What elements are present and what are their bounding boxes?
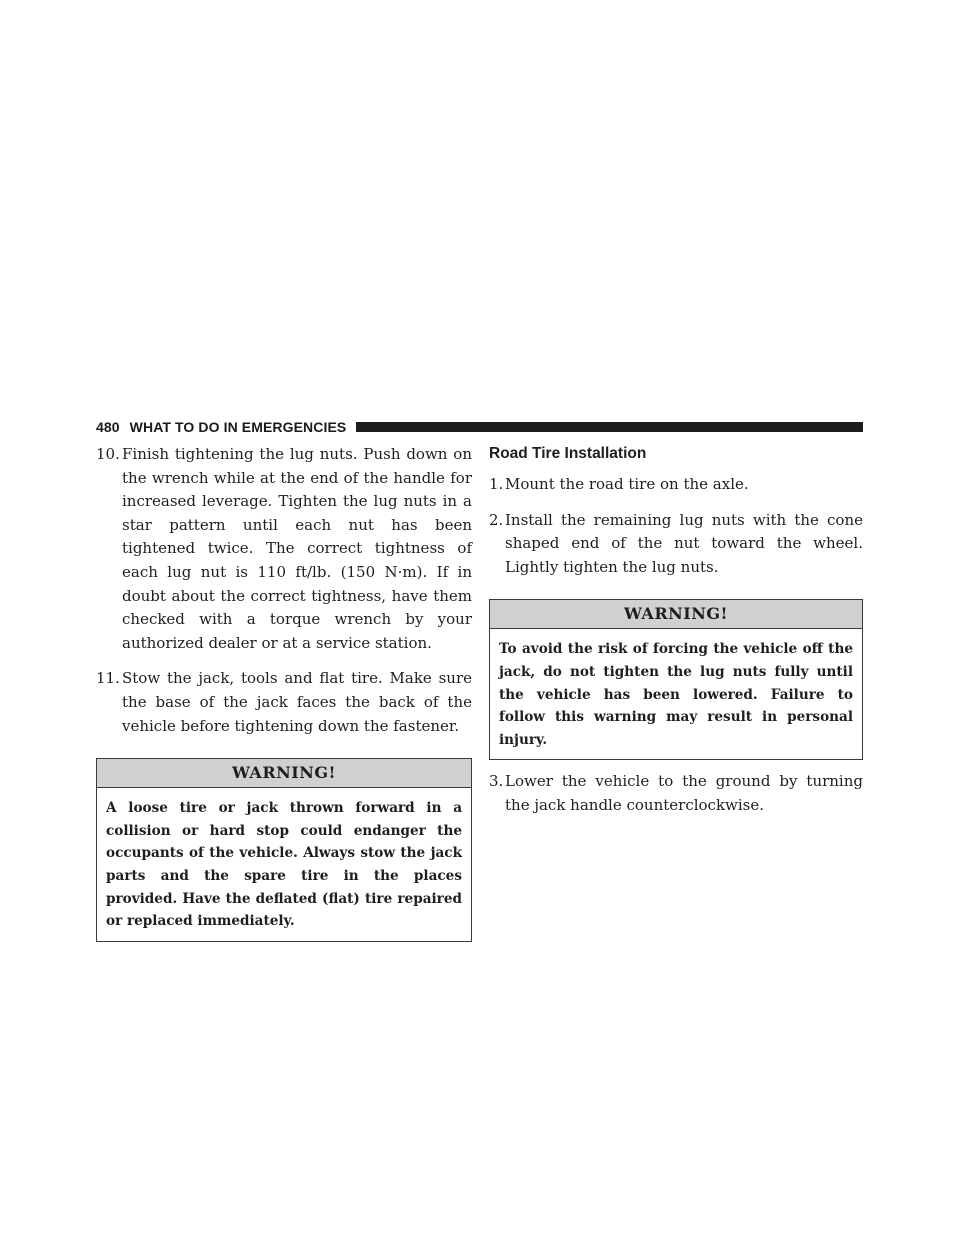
step-text: Mount the road tire on the axle. <box>505 475 749 493</box>
page-header <box>96 418 863 436</box>
left-column <box>96 443 472 942</box>
header-rule <box>356 422 863 432</box>
section-heading: Road Tire Installation <box>489 445 647 462</box>
step-number: 1. <box>489 475 504 493</box>
step-text: Stow the jack, tools and flat tire. Make sure the base of the jack faces the back of the vehicle before tightening down the fastener. <box>122 669 472 735</box>
warning-text: A loose tire or jack thrown forward in a collision or hard stop could endanger the occupants of the vehicle. Always stow the jack parts and the spare tire in the places provided. Have the deflated (flat) tire repaired or replaced immediately. <box>106 800 462 930</box>
warning-box <box>489 599 863 760</box>
header-text <box>96 419 346 435</box>
step-text: Lower the vehicle to the ground by turning the jack handle counterclockwise. <box>505 772 863 814</box>
step-number: 3. <box>489 772 504 791</box>
step-number: 11. <box>96 669 120 688</box>
warning-title: WARNING! <box>490 600 862 629</box>
step-1 <box>489 473 863 497</box>
warning-text: To avoid the risk of forcing the vehicle off the jack, do not tighten the lug nuts fully until the vehicle has been lowered. Failure to follow this warning may result in personal injury. <box>499 641 853 748</box>
step-11 <box>96 667 472 738</box>
section-title: WHAT TO DO IN EMERGENCIES <box>129 419 347 435</box>
step-text: Install the remaining lug nuts with the cone shaped end of the nut toward the wheel. Lightly tighten the lug nuts. <box>505 510 863 576</box>
step-text: Finish tightening the lug nuts. Push down on the wrench while at the end of the handle for increased leverage. Tighten the lug nuts in a star pattern until each nut has been tightened twice. The correct tightness of each lug nut is 110 ft/lb. (150 N·m). If in doubt about the correct tightness, have them checked with a torque wrench by your authorized dealer or at a service station. <box>122 445 472 652</box>
step-10 <box>96 443 472 655</box>
step-3 <box>489 770 863 817</box>
right-column <box>489 443 863 830</box>
step-number: 2. <box>489 510 504 529</box>
step-number: 10. <box>96 445 120 463</box>
warning-title: WARNING! <box>97 759 471 788</box>
step-2 <box>489 509 863 580</box>
warning-box <box>96 758 472 942</box>
page-number: 480 <box>96 419 120 435</box>
